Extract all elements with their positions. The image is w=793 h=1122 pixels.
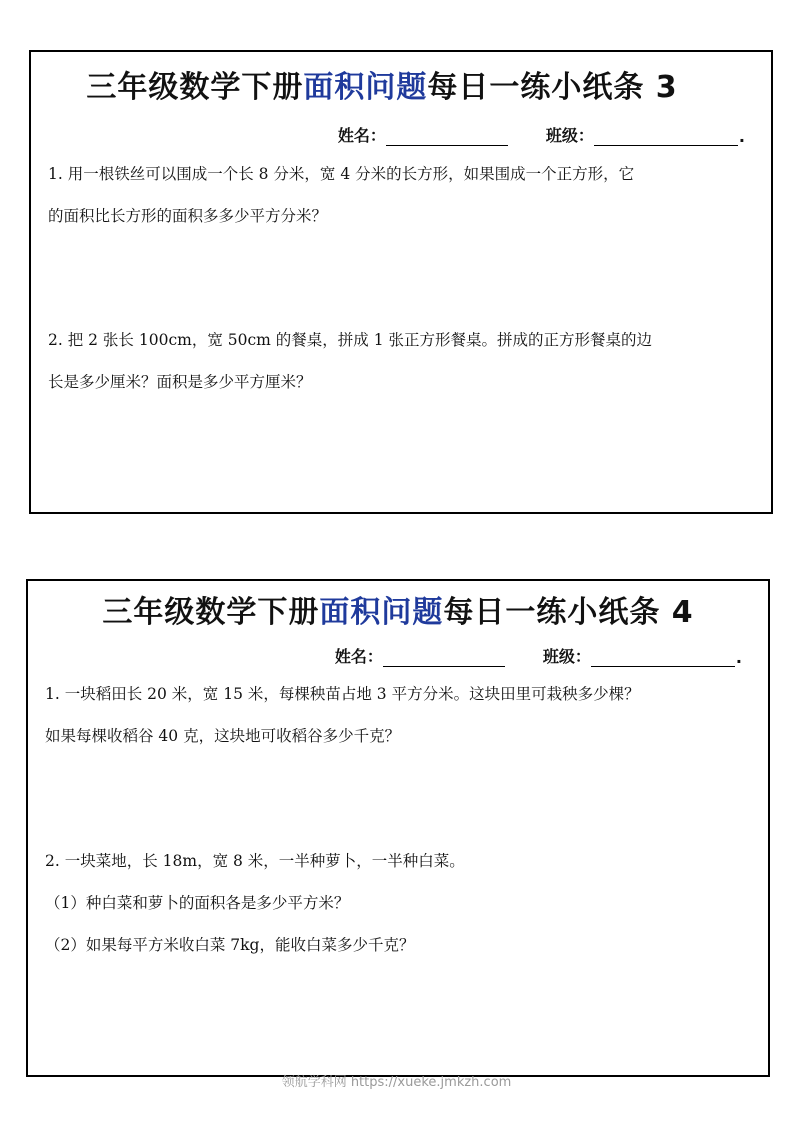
class-blank	[591, 650, 735, 667]
question-line: 1. 一块稻田长 20 米，宽 15 米，每棵秧苗占地 3 平方分米。这块田里可栽秧多少棵？	[45, 685, 640, 703]
title-prefix: 三年级数学下册	[86, 70, 304, 105]
worksheet-card-4	[26, 579, 770, 1077]
title-highlight: 面积问题	[303, 70, 428, 105]
name-class-bar	[338, 123, 745, 146]
question-2	[48, 319, 749, 403]
class-label: 班级：	[545, 126, 594, 145]
card-title	[31, 62, 771, 106]
name-label: 姓名：	[337, 126, 386, 145]
question-1	[48, 153, 749, 237]
card-title	[28, 587, 768, 631]
question-line: 1. 用一根铁丝可以围成一个长 8 分米，宽 4 分米的长方形，如果围成一个正方形，它	[48, 165, 635, 183]
end-mark: .	[735, 648, 742, 667]
title-suffix: 每日一练小纸条 3	[427, 70, 678, 105]
class-label: 班级：	[542, 647, 591, 666]
question-line: 2. 一块菜地，长 18m，宽 8 米，一半种萝卜，一半种白菜。	[45, 852, 465, 870]
title-suffix: 每日一练小纸条 4	[443, 595, 694, 630]
question-line: 的面积比长方形的面积多多少平方分米？	[48, 207, 328, 225]
worksheet-card-3	[29, 50, 773, 514]
class-blank	[594, 129, 738, 146]
question-subpart-1: （1）种白菜和萝卜的面积各是多少平方米？	[45, 894, 350, 912]
question-line: 2. 把 2 张长 100cm，宽 50cm 的餐桌，拼成 1 张正方形餐桌。拼成的正方形餐桌的边	[48, 331, 652, 349]
name-class-bar	[335, 644, 742, 667]
title-highlight: 面积问题	[319, 595, 444, 630]
question-subpart-2: （2）如果每平方米收白菜 7kg，能收白菜多少千克？	[45, 936, 415, 954]
name-blank	[386, 129, 508, 146]
footer-watermark: 领航学科网 https://xueke.jmkzh.com	[281, 1075, 512, 1090]
title-prefix: 三年级数学下册	[102, 595, 320, 630]
question-line: 如果每棵收稻谷 40 克，这块地可收稻谷多少千克？	[45, 727, 401, 745]
name-blank	[383, 650, 505, 667]
question-1	[45, 673, 746, 757]
question-line: 长是多少厘米？面积是多少平方厘米？	[48, 373, 312, 391]
name-label: 姓名：	[334, 647, 383, 666]
end-mark: .	[738, 127, 745, 146]
question-2	[45, 840, 746, 966]
